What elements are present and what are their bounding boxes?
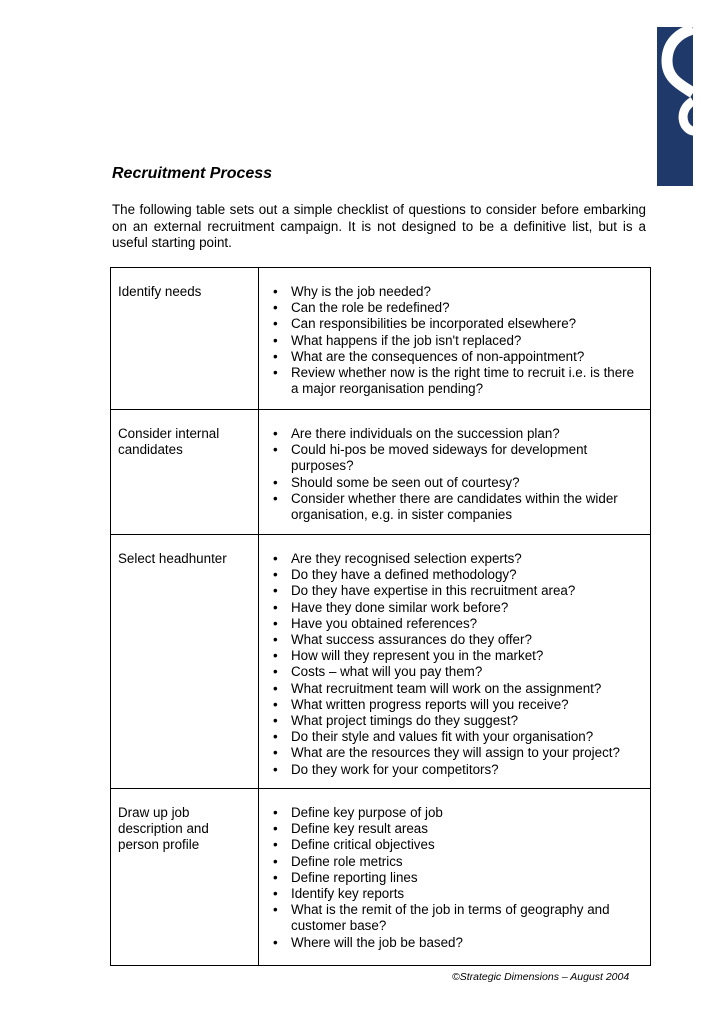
question-item: • Could hi-pos be moved sideways for development purposes? — [259, 442, 644, 474]
question-item: • What is the remit of the job in terms of geography and customer base? — [259, 902, 644, 934]
question-item: • Define key purpose of job — [259, 805, 644, 821]
checklist-row — [111, 410, 651, 535]
question-item: • Define role metrics — [259, 854, 644, 870]
question-item: • Have they done similar work before? — [259, 600, 644, 616]
step-questions — [259, 535, 651, 789]
question-item: • What are the resources they will assign to your project? — [259, 745, 644, 761]
question-item: • What are the consequences of non-appointment? — [259, 349, 644, 365]
question-item: • What written progress reports will you receive? — [259, 697, 644, 713]
question-item: • How will they represent you in the market? — [259, 648, 644, 664]
checklist-row — [111, 789, 651, 966]
question-item: • Review whether now is the right time to recruit i.e. is there a major reorganisation pending? — [259, 365, 644, 397]
question-item: • What recruitment team will work on the assignment? — [259, 681, 644, 697]
question-list — [259, 551, 644, 778]
question-item: • Define critical objectives — [259, 837, 644, 853]
copyright-footer: ©Strategic Dimensions – August 2004 — [452, 971, 630, 983]
question-item: • Do they have expertise in this recruitment area? — [259, 583, 644, 599]
checklist-row — [111, 535, 651, 789]
logo-s-mark — [657, 27, 693, 186]
question-list — [259, 284, 644, 397]
step-label: Consider internal candidates — [111, 410, 259, 535]
question-item: • Define reporting lines — [259, 870, 644, 886]
question-list — [259, 805, 644, 951]
step-label: Identify needs — [111, 268, 259, 410]
question-item: • Do they work for your competitors? — [259, 762, 644, 778]
question-item: • Can the role be redefined? — [259, 300, 644, 316]
question-list — [259, 426, 644, 523]
brand-logo — [657, 27, 693, 186]
question-item: • Should some be seen out of courtesy? — [259, 475, 644, 491]
intro-paragraph: The following table sets out a simple checklist of questions to consider before embarking on an external recruitment campaign. It is not designed to be a definitive list, but is a useful starting point. — [112, 202, 646, 250]
step-questions — [259, 268, 651, 410]
question-item: • Are there individuals on the succession plan? — [259, 426, 644, 442]
recruitment-checklist-table — [110, 267, 651, 966]
checklist-row — [111, 268, 651, 410]
question-item: • Where will the job be based? — [259, 935, 644, 951]
step-label: Draw up job description and person profile — [111, 789, 259, 966]
question-item: • Have you obtained references? — [259, 616, 644, 632]
question-item: • Why is the job needed? — [259, 284, 644, 300]
question-item: • Are they recognised selection experts? — [259, 551, 644, 567]
question-item: • Can responsibilities be incorporated elsewhere? — [259, 316, 644, 332]
question-item: • Do their style and values fit with your organisation? — [259, 729, 644, 745]
question-item: • What happens if the job isn't replaced? — [259, 333, 644, 349]
question-item: • Costs – what will you pay them? — [259, 664, 644, 680]
question-item: • Do they have a defined methodology? — [259, 567, 644, 583]
question-item: • What success assurances do they offer? — [259, 632, 644, 648]
question-item: • Consider whether there are candidates within the wider organisation, e.g. in sister companies — [259, 491, 644, 523]
step-questions — [259, 789, 651, 966]
question-item: • Define key result areas — [259, 821, 644, 837]
step-label: Select headhunter — [111, 535, 259, 789]
question-item: • Identify key reports — [259, 886, 644, 902]
question-item: • What project timings do they suggest? — [259, 713, 644, 729]
step-questions — [259, 410, 651, 535]
document-title: Recruitment Process — [112, 165, 273, 182]
